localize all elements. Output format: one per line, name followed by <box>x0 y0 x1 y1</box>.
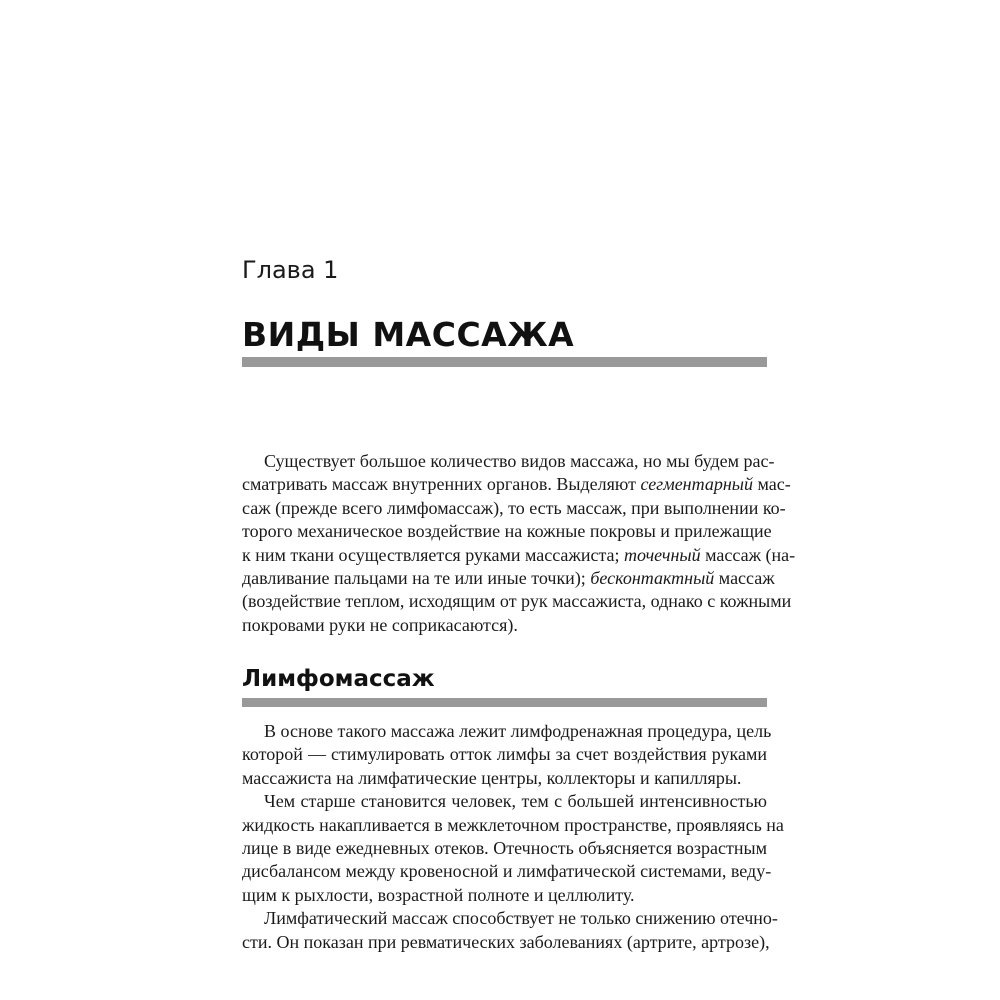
text-run: мас- <box>752 474 791 495</box>
text-run: к ним ткани осуществляется руками массажиста; <box>242 544 625 565</box>
text-run: саж (прежде всего лимфомассаж), то есть массаж, при выполнении ко- <box>242 497 786 518</box>
emphasized-term: точечный <box>624 544 701 565</box>
text-run: массаж (на- <box>700 544 796 565</box>
text-line <box>242 907 778 930</box>
text-line <box>242 860 772 883</box>
text-run: лице в виде ежедневных отеков. Отечность объясняется возрастным <box>242 837 767 858</box>
text-run: которой — стимулировать отток лимфы за счет воздействия руками <box>242 744 767 765</box>
text-run: давливание пальцами на те или иные точки); <box>242 567 591 588</box>
emphasized-term: сегментарный <box>640 474 753 495</box>
section-title-rule <box>242 698 767 707</box>
text-run: дисбалансом между кровеносной и лимфатической системами, веду- <box>242 861 772 882</box>
text-line <box>242 473 791 496</box>
text-line <box>242 837 767 860</box>
text-run: (воздействие теплом, исходящим от рук массажиста, однако с кожными <box>242 591 792 612</box>
text-run: жидкость накапливается в межклеточном пространстве, проявляясь на <box>242 814 784 835</box>
text-line <box>242 767 767 790</box>
text-line <box>242 450 775 473</box>
text-run: Существует большое количество видов массажа, но мы будем рас- <box>264 451 775 471</box>
text-line <box>242 814 784 837</box>
text-run: покровами руки не соприкасаются). <box>242 614 518 635</box>
text-line <box>242 590 792 613</box>
intro-paragraph <box>242 450 796 637</box>
text-run: Чем старше становится человек, тем с большей интенсивностью <box>264 791 767 812</box>
section-title: Лимфомассаж <box>242 666 435 692</box>
chapter-title: ВИДЫ МАССАЖА <box>242 315 575 354</box>
text-run: массажиста на лимфатические центры, коллекторы и капилляры. <box>242 767 742 788</box>
text-line <box>242 520 772 543</box>
text-run: сматривать массаж внутренних органов. Выделяют <box>242 474 641 495</box>
chapter-title-rule <box>242 357 767 367</box>
text-line <box>242 931 770 954</box>
text-line <box>242 614 767 637</box>
text-line <box>242 884 767 907</box>
text-line <box>242 743 767 766</box>
text-line <box>242 790 767 813</box>
text-run: торого механическое воздействие на кожные покровы и прилежащие <box>242 521 772 542</box>
text-run: сти. Он показан при ревматических заболеваниях (артрите, артрозе), <box>242 931 770 952</box>
text-line <box>242 720 772 743</box>
text-line <box>242 497 786 520</box>
text-run: массаж <box>714 567 775 588</box>
text-line <box>242 567 775 590</box>
text-run: Лимфатический массаж способствует не только снижению отечно- <box>264 908 778 929</box>
section-body <box>242 720 784 954</box>
text-line <box>242 544 796 567</box>
emphasized-term: бесконтактный <box>590 567 715 588</box>
chapter-label: Глава 1 <box>242 256 339 284</box>
text-run: В основе такого массажа лежит лимфодренажная процедура, цель <box>264 721 772 741</box>
text-run: щим к рыхлости, возрастной полноте и целлюлиту. <box>242 884 635 905</box>
